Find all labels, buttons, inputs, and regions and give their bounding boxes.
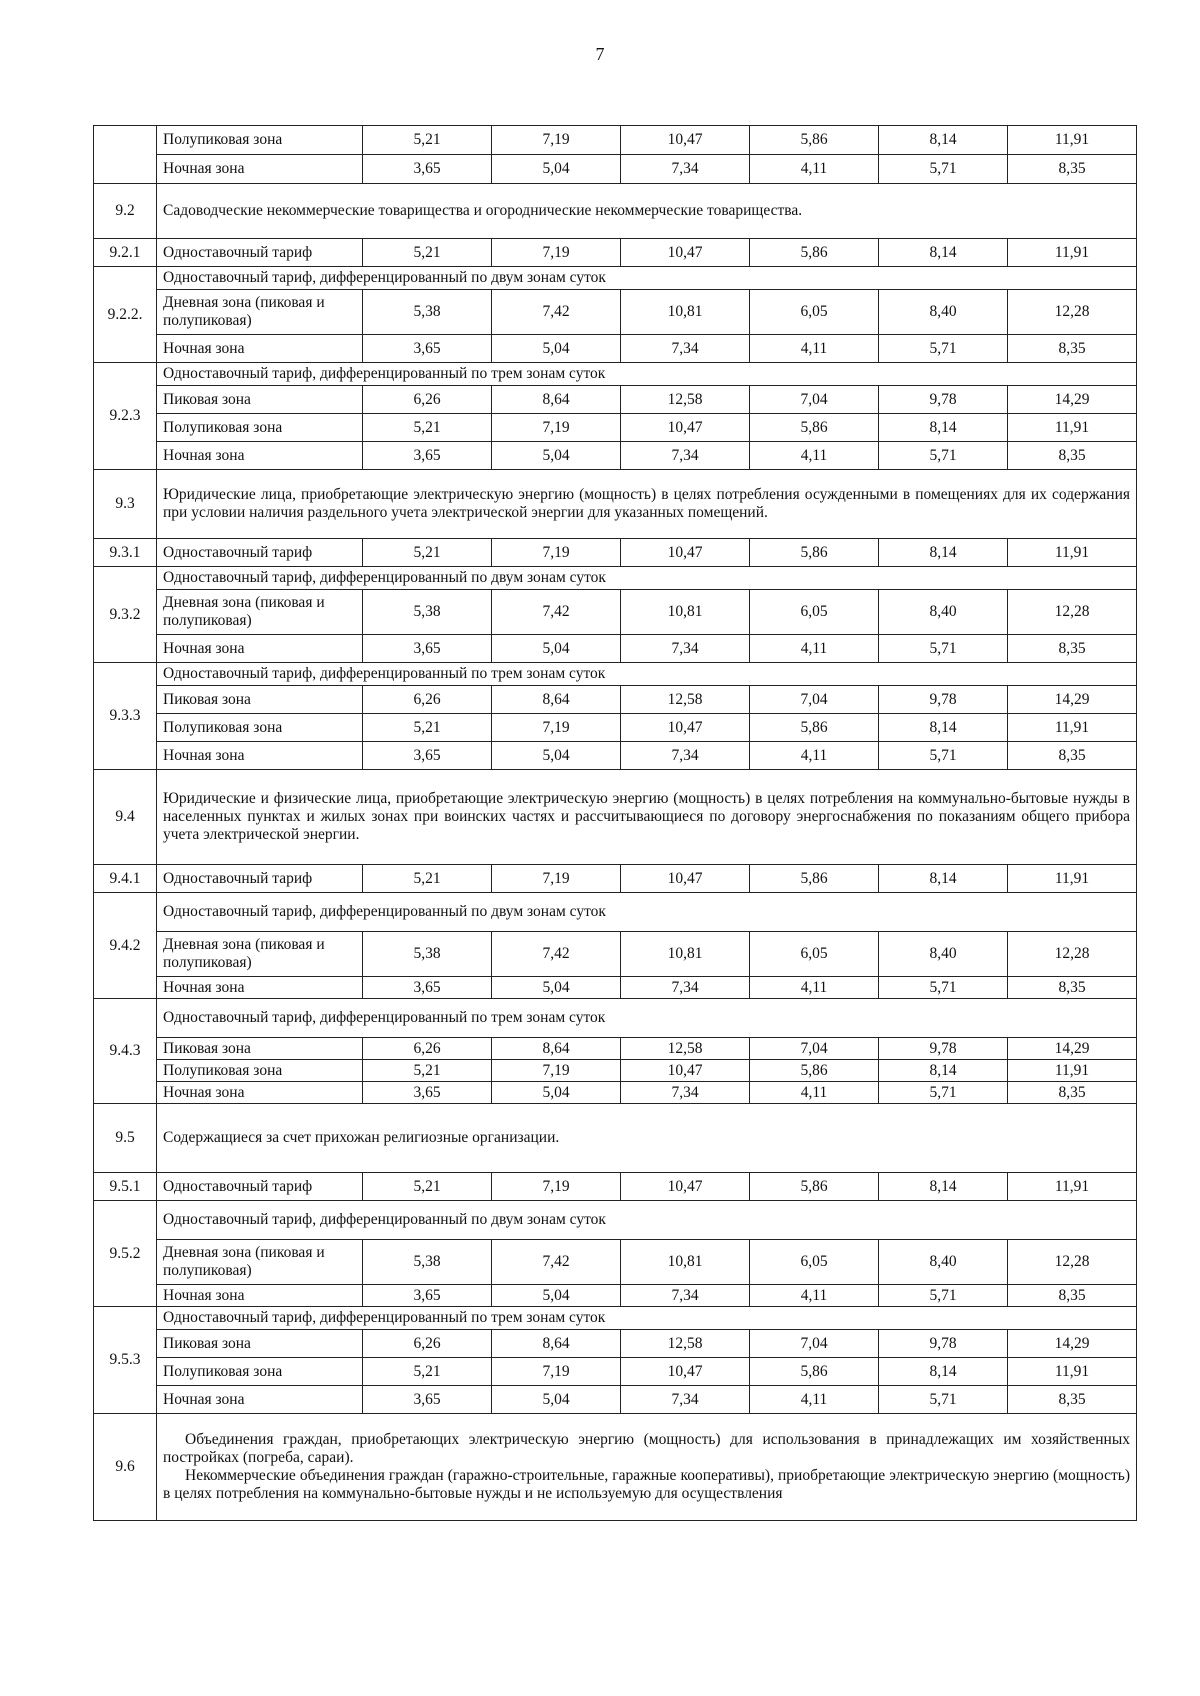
value-cell: 8,14 bbox=[879, 865, 1008, 893]
row-code: 9.2.2. bbox=[94, 267, 157, 363]
value-cell: 8,64 bbox=[492, 386, 621, 414]
subgroup-title: Одноставочный тариф, дифференцированный по двум зонам суток bbox=[157, 267, 1137, 290]
table-row bbox=[94, 386, 1137, 414]
value-cell: 3,65 bbox=[363, 1285, 492, 1307]
row-label: Полупиковая зона bbox=[157, 414, 363, 442]
value-cell: 7,04 bbox=[750, 1330, 879, 1358]
value-cell: 5,38 bbox=[363, 1240, 492, 1285]
row-code: 9.4.1 bbox=[94, 865, 157, 893]
value-cell: 8,14 bbox=[879, 714, 1008, 742]
row-label: Полупиковая зона bbox=[157, 126, 363, 155]
value-cell: 11,91 bbox=[1008, 1358, 1137, 1386]
value-cell: 3,65 bbox=[363, 442, 492, 470]
value-cell: 5,04 bbox=[492, 155, 621, 184]
value-cell: 5,71 bbox=[879, 1386, 1008, 1414]
value-cell: 6,26 bbox=[363, 386, 492, 414]
value-cell: 4,11 bbox=[750, 1386, 879, 1414]
value-cell: 4,11 bbox=[750, 1082, 879, 1104]
row-code: 9.4.2 bbox=[94, 893, 157, 999]
value-cell: 7,34 bbox=[621, 1386, 750, 1414]
row-code: 9.5.1 bbox=[94, 1173, 157, 1201]
value-cell: 10,81 bbox=[621, 1240, 750, 1285]
value-cell: 4,11 bbox=[750, 977, 879, 999]
value-cell: 7,34 bbox=[621, 1285, 750, 1307]
value-cell: 5,86 bbox=[750, 539, 879, 567]
value-cell: 7,04 bbox=[750, 386, 879, 414]
value-cell: 5,71 bbox=[879, 977, 1008, 999]
value-cell: 8,35 bbox=[1008, 1082, 1137, 1104]
row-label: Пиковая зона bbox=[157, 686, 363, 714]
value-cell: 3,65 bbox=[363, 335, 492, 363]
table-row bbox=[94, 865, 1137, 893]
value-cell: 5,21 bbox=[363, 539, 492, 567]
value-cell: 6,26 bbox=[363, 686, 492, 714]
section-code: 9.5 bbox=[94, 1104, 157, 1173]
value-cell: 10,47 bbox=[621, 239, 750, 267]
row-label: Пиковая зона bbox=[157, 1038, 363, 1060]
value-cell: 7,34 bbox=[621, 155, 750, 184]
value-cell: 4,11 bbox=[750, 442, 879, 470]
row-label: Ночная зона bbox=[157, 155, 363, 184]
value-cell: 8,14 bbox=[879, 539, 1008, 567]
value-cell: 8,14 bbox=[879, 1173, 1008, 1201]
value-cell: 8,40 bbox=[879, 590, 1008, 635]
value-cell: 7,19 bbox=[492, 1060, 621, 1082]
value-cell: 8,14 bbox=[879, 1060, 1008, 1082]
row-label: Ночная зона bbox=[157, 442, 363, 470]
value-cell: 12,58 bbox=[621, 1038, 750, 1060]
value-cell: 8,35 bbox=[1008, 1285, 1137, 1307]
table-row bbox=[94, 742, 1137, 770]
value-cell: 8,14 bbox=[879, 1358, 1008, 1386]
table-row bbox=[94, 1330, 1137, 1358]
value-cell: 10,81 bbox=[621, 290, 750, 335]
section-title: Содержащиеся за счет прихожан религиозные организации. bbox=[157, 1104, 1137, 1173]
value-cell: 10,47 bbox=[621, 1358, 750, 1386]
value-cell: 5,71 bbox=[879, 635, 1008, 663]
value-cell: 10,81 bbox=[621, 590, 750, 635]
value-cell: 6,26 bbox=[363, 1330, 492, 1358]
value-cell: 5,86 bbox=[750, 239, 879, 267]
value-cell: 4,11 bbox=[750, 155, 879, 184]
value-cell: 12,28 bbox=[1008, 932, 1137, 977]
value-cell: 6,05 bbox=[750, 932, 879, 977]
code-cell-empty bbox=[94, 126, 157, 184]
subgroup-row bbox=[94, 567, 1137, 590]
value-cell: 6,05 bbox=[750, 590, 879, 635]
value-cell: 7,34 bbox=[621, 635, 750, 663]
value-cell: 12,58 bbox=[621, 386, 750, 414]
value-cell: 8,40 bbox=[879, 1240, 1008, 1285]
value-cell: 3,65 bbox=[363, 1082, 492, 1104]
value-cell: 7,19 bbox=[492, 239, 621, 267]
value-cell: 5,04 bbox=[492, 977, 621, 999]
value-cell: 7,19 bbox=[492, 539, 621, 567]
value-cell: 11,91 bbox=[1008, 239, 1137, 267]
value-cell: 5,04 bbox=[492, 442, 621, 470]
value-cell: 8,64 bbox=[492, 1330, 621, 1358]
table-row bbox=[94, 539, 1137, 567]
value-cell: 5,86 bbox=[750, 865, 879, 893]
section-row bbox=[94, 770, 1137, 865]
value-cell: 4,11 bbox=[750, 335, 879, 363]
value-cell: 7,42 bbox=[492, 932, 621, 977]
value-cell: 6,05 bbox=[750, 290, 879, 335]
table-row bbox=[94, 155, 1137, 184]
value-cell: 7,19 bbox=[492, 714, 621, 742]
row-label: Пиковая зона bbox=[157, 386, 363, 414]
value-cell: 10,47 bbox=[621, 714, 750, 742]
row-label: Полупиковая зона bbox=[157, 714, 363, 742]
value-cell: 11,91 bbox=[1008, 414, 1137, 442]
value-cell: 5,04 bbox=[492, 1285, 621, 1307]
value-cell: 5,71 bbox=[879, 442, 1008, 470]
row-label: Дневная зона (пиковая и полупиковая) bbox=[157, 290, 363, 335]
value-cell: 7,34 bbox=[621, 335, 750, 363]
value-cell: 12,58 bbox=[621, 686, 750, 714]
table-row bbox=[94, 1240, 1137, 1285]
value-cell: 5,21 bbox=[363, 126, 492, 155]
value-cell: 5,86 bbox=[750, 714, 879, 742]
row-label: Полупиковая зона bbox=[157, 1060, 363, 1082]
value-cell: 5,38 bbox=[363, 590, 492, 635]
value-cell: 12,28 bbox=[1008, 1240, 1137, 1285]
table-row bbox=[94, 932, 1137, 977]
row-label: Ночная зона bbox=[157, 1082, 363, 1104]
subgroup-title: Одноставочный тариф, дифференцированный по двум зонам суток bbox=[157, 893, 1137, 932]
value-cell: 5,86 bbox=[750, 1358, 879, 1386]
value-cell: 5,21 bbox=[363, 865, 492, 893]
subgroup-row bbox=[94, 663, 1137, 686]
table-row bbox=[94, 1060, 1137, 1082]
value-cell: 7,42 bbox=[492, 1240, 621, 1285]
table-row bbox=[94, 977, 1137, 999]
subgroup-title: Одноставочный тариф, дифференцированный по трем зонам суток bbox=[157, 663, 1137, 686]
tariff-table bbox=[93, 125, 1137, 1521]
value-cell: 8,35 bbox=[1008, 335, 1137, 363]
value-cell: 7,19 bbox=[492, 1358, 621, 1386]
subgroup-row bbox=[94, 267, 1137, 290]
value-cell: 5,86 bbox=[750, 1173, 879, 1201]
value-cell: 8,35 bbox=[1008, 155, 1137, 184]
row-code: 9.2.1 bbox=[94, 239, 157, 267]
value-cell: 7,04 bbox=[750, 1038, 879, 1060]
value-cell: 7,42 bbox=[492, 290, 621, 335]
section-row bbox=[94, 1414, 1137, 1521]
value-cell: 9,78 bbox=[879, 1330, 1008, 1358]
section-title: Садоводческие некоммерческие товарищества и огороднические некоммерческие товарищества. bbox=[157, 184, 1137, 239]
row-label: Ночная зона bbox=[157, 335, 363, 363]
value-cell: 8,35 bbox=[1008, 442, 1137, 470]
value-cell: 14,29 bbox=[1008, 1330, 1137, 1358]
row-label: Одноставочный тариф bbox=[157, 1173, 363, 1201]
row-label: Полупиковая зона bbox=[157, 1358, 363, 1386]
subgroup-row bbox=[94, 999, 1137, 1038]
value-cell: 9,78 bbox=[879, 386, 1008, 414]
value-cell: 5,04 bbox=[492, 335, 621, 363]
table-row bbox=[94, 714, 1137, 742]
row-label: Ночная зона bbox=[157, 742, 363, 770]
row-label: Дневная зона (пиковая и полупиковая) bbox=[157, 932, 363, 977]
value-cell: 5,04 bbox=[492, 1082, 621, 1104]
table-row bbox=[94, 1082, 1137, 1104]
row-code: 9.5.2 bbox=[94, 1201, 157, 1307]
section-code: 9.4 bbox=[94, 770, 157, 865]
row-label: Дневная зона (пиковая и полупиковая) bbox=[157, 1240, 363, 1285]
section-title: Юридические лица, приобретающие электрическую энергию (мощность) в целях потребления осужденными в помещениях для их содержания при условии наличия раздельного учета электрической энергии для указанных помещений. bbox=[157, 470, 1137, 539]
subgroup-title: Одноставочный тариф, дифференцированный по двум зонам суток bbox=[157, 1201, 1137, 1240]
value-cell: 10,47 bbox=[621, 865, 750, 893]
value-cell: 7,34 bbox=[621, 742, 750, 770]
value-cell: 5,71 bbox=[879, 1082, 1008, 1104]
value-cell: 11,91 bbox=[1008, 539, 1137, 567]
row-label: Дневная зона (пиковая и полупиковая) bbox=[157, 590, 363, 635]
table-row bbox=[94, 126, 1137, 155]
value-cell: 9,78 bbox=[879, 686, 1008, 714]
row-label: Ночная зона bbox=[157, 1386, 363, 1414]
value-cell: 10,47 bbox=[621, 1173, 750, 1201]
value-cell: 3,65 bbox=[363, 742, 492, 770]
value-cell: 11,91 bbox=[1008, 1173, 1137, 1201]
value-cell: 5,86 bbox=[750, 414, 879, 442]
value-cell: 9,78 bbox=[879, 1038, 1008, 1060]
section-row bbox=[94, 470, 1137, 539]
value-cell: 5,21 bbox=[363, 1173, 492, 1201]
value-cell: 10,47 bbox=[621, 414, 750, 442]
subgroup-row bbox=[94, 1307, 1137, 1330]
row-label: Одноставочный тариф bbox=[157, 539, 363, 567]
table-row bbox=[94, 635, 1137, 663]
row-label: Одноставочный тариф bbox=[157, 239, 363, 267]
value-cell: 7,42 bbox=[492, 590, 621, 635]
table-row bbox=[94, 414, 1137, 442]
table-row bbox=[94, 590, 1137, 635]
table-row bbox=[94, 1358, 1137, 1386]
value-cell: 5,21 bbox=[363, 239, 492, 267]
value-cell: 3,65 bbox=[363, 1386, 492, 1414]
subgroup-row bbox=[94, 1201, 1137, 1240]
value-cell: 7,34 bbox=[621, 977, 750, 999]
value-cell: 8,64 bbox=[492, 1038, 621, 1060]
value-cell: 11,91 bbox=[1008, 1060, 1137, 1082]
value-cell: 8,40 bbox=[879, 290, 1008, 335]
value-cell: 7,04 bbox=[750, 686, 879, 714]
value-cell: 14,29 bbox=[1008, 386, 1137, 414]
row-code: 9.3.3 bbox=[94, 663, 157, 770]
value-cell: 8,14 bbox=[879, 126, 1008, 155]
value-cell: 6,26 bbox=[363, 1038, 492, 1060]
section-paragraph: Объединения граждан, приобретающих электрическую энергию (мощность) для использования в принадлежащих им хозяйственных постройках (погреба, сараи). bbox=[163, 1431, 1130, 1466]
value-cell: 5,38 bbox=[363, 290, 492, 335]
table-row bbox=[94, 290, 1137, 335]
table-row bbox=[94, 1386, 1137, 1414]
value-cell: 5,71 bbox=[879, 155, 1008, 184]
row-label: Ночная зона bbox=[157, 1285, 363, 1307]
value-cell: 11,91 bbox=[1008, 865, 1137, 893]
row-code: 9.3.2 bbox=[94, 567, 157, 663]
value-cell: 4,11 bbox=[750, 635, 879, 663]
value-cell: 8,35 bbox=[1008, 977, 1137, 999]
value-cell: 5,21 bbox=[363, 1060, 492, 1082]
value-cell: 6,05 bbox=[750, 1240, 879, 1285]
value-cell: 7,19 bbox=[492, 865, 621, 893]
value-cell: 5,71 bbox=[879, 335, 1008, 363]
value-cell: 4,11 bbox=[750, 1285, 879, 1307]
value-cell: 5,38 bbox=[363, 932, 492, 977]
section-row bbox=[94, 1104, 1137, 1173]
value-cell: 8,35 bbox=[1008, 635, 1137, 663]
value-cell: 5,71 bbox=[879, 1285, 1008, 1307]
page-number: 7 bbox=[595, 44, 605, 64]
value-cell: 7,19 bbox=[492, 126, 621, 155]
section-title: Юридические и физические лица, приобретающие электрическую энергию (мощность) в целях потребления на коммунально-бытовые нужды в населенных пунктах и жилых зонах при воинских частях и рассчитывающиеся по договору энергоснабжения по показаниям общего прибора учета электрической энергии. bbox=[157, 770, 1137, 865]
value-cell: 5,21 bbox=[363, 714, 492, 742]
table-row bbox=[94, 442, 1137, 470]
row-code: 9.2.3 bbox=[94, 363, 157, 470]
value-cell: 8,40 bbox=[879, 932, 1008, 977]
section-paragraph: Некоммерческие объединения граждан (гаражно-строительные, гаражные кооперативы), приобретающие электрическую энергию (мощность) в целях потребления на коммунально-бытовые нужды и не используемую для осуществления bbox=[163, 1467, 1130, 1502]
subgroup-title: Одноставочный тариф, дифференцированный по трем зонам суток bbox=[157, 363, 1137, 386]
row-code: 9.4.3 bbox=[94, 999, 157, 1104]
value-cell: 3,65 bbox=[363, 155, 492, 184]
value-cell: 4,11 bbox=[750, 742, 879, 770]
table-row bbox=[94, 1285, 1137, 1307]
row-code: 9.3.1 bbox=[94, 539, 157, 567]
row-label: Одноставочный тариф bbox=[157, 865, 363, 893]
row-label: Ночная зона bbox=[157, 977, 363, 999]
value-cell: 5,71 bbox=[879, 742, 1008, 770]
value-cell: 14,29 bbox=[1008, 686, 1137, 714]
value-cell: 7,34 bbox=[621, 442, 750, 470]
subgroup-title: Одноставочный тариф, дифференцированный по трем зонам суток bbox=[157, 1307, 1137, 1330]
value-cell: 11,91 bbox=[1008, 126, 1137, 155]
value-cell: 3,65 bbox=[363, 977, 492, 999]
subgroup-title: Одноставочный тариф, дифференцированный по трем зонам суток bbox=[157, 999, 1137, 1038]
value-cell: 10,47 bbox=[621, 126, 750, 155]
value-cell: 14,29 bbox=[1008, 1038, 1137, 1060]
value-cell: 12,28 bbox=[1008, 590, 1137, 635]
table-row bbox=[94, 239, 1137, 267]
value-cell: 7,19 bbox=[492, 414, 621, 442]
section-row bbox=[94, 184, 1137, 239]
value-cell: 5,04 bbox=[492, 742, 621, 770]
value-cell: 10,47 bbox=[621, 539, 750, 567]
row-code: 9.5.3 bbox=[94, 1307, 157, 1414]
value-cell: 8,14 bbox=[879, 239, 1008, 267]
value-cell: 5,21 bbox=[363, 1358, 492, 1386]
value-cell: 5,86 bbox=[750, 1060, 879, 1082]
value-cell: 7,34 bbox=[621, 1082, 750, 1104]
value-cell: 8,35 bbox=[1008, 1386, 1137, 1414]
table-row bbox=[94, 686, 1137, 714]
value-cell: 5,04 bbox=[492, 635, 621, 663]
value-cell: 8,14 bbox=[879, 414, 1008, 442]
subgroup-title: Одноставочный тариф, дифференцированный по двум зонам суток bbox=[157, 567, 1137, 590]
value-cell: 5,21 bbox=[363, 414, 492, 442]
section-code: 9.3 bbox=[94, 470, 157, 539]
value-cell: 8,64 bbox=[492, 686, 621, 714]
subgroup-row bbox=[94, 893, 1137, 932]
row-label: Ночная зона bbox=[157, 635, 363, 663]
table-row bbox=[94, 1173, 1137, 1201]
section-code: 9.2 bbox=[94, 184, 157, 239]
value-cell: 10,47 bbox=[621, 1060, 750, 1082]
value-cell: 11,91 bbox=[1008, 714, 1137, 742]
value-cell: 10,81 bbox=[621, 932, 750, 977]
value-cell: 12,28 bbox=[1008, 290, 1137, 335]
value-cell: 3,65 bbox=[363, 635, 492, 663]
value-cell: 7,19 bbox=[492, 1173, 621, 1201]
section-code: 9.6 bbox=[94, 1414, 157, 1521]
value-cell: 12,58 bbox=[621, 1330, 750, 1358]
section-text bbox=[157, 1414, 1137, 1521]
value-cell: 8,35 bbox=[1008, 742, 1137, 770]
table-row bbox=[94, 335, 1137, 363]
value-cell: 5,86 bbox=[750, 126, 879, 155]
value-cell: 5,04 bbox=[492, 1386, 621, 1414]
row-label: Пиковая зона bbox=[157, 1330, 363, 1358]
table-row bbox=[94, 1038, 1137, 1060]
subgroup-row bbox=[94, 363, 1137, 386]
